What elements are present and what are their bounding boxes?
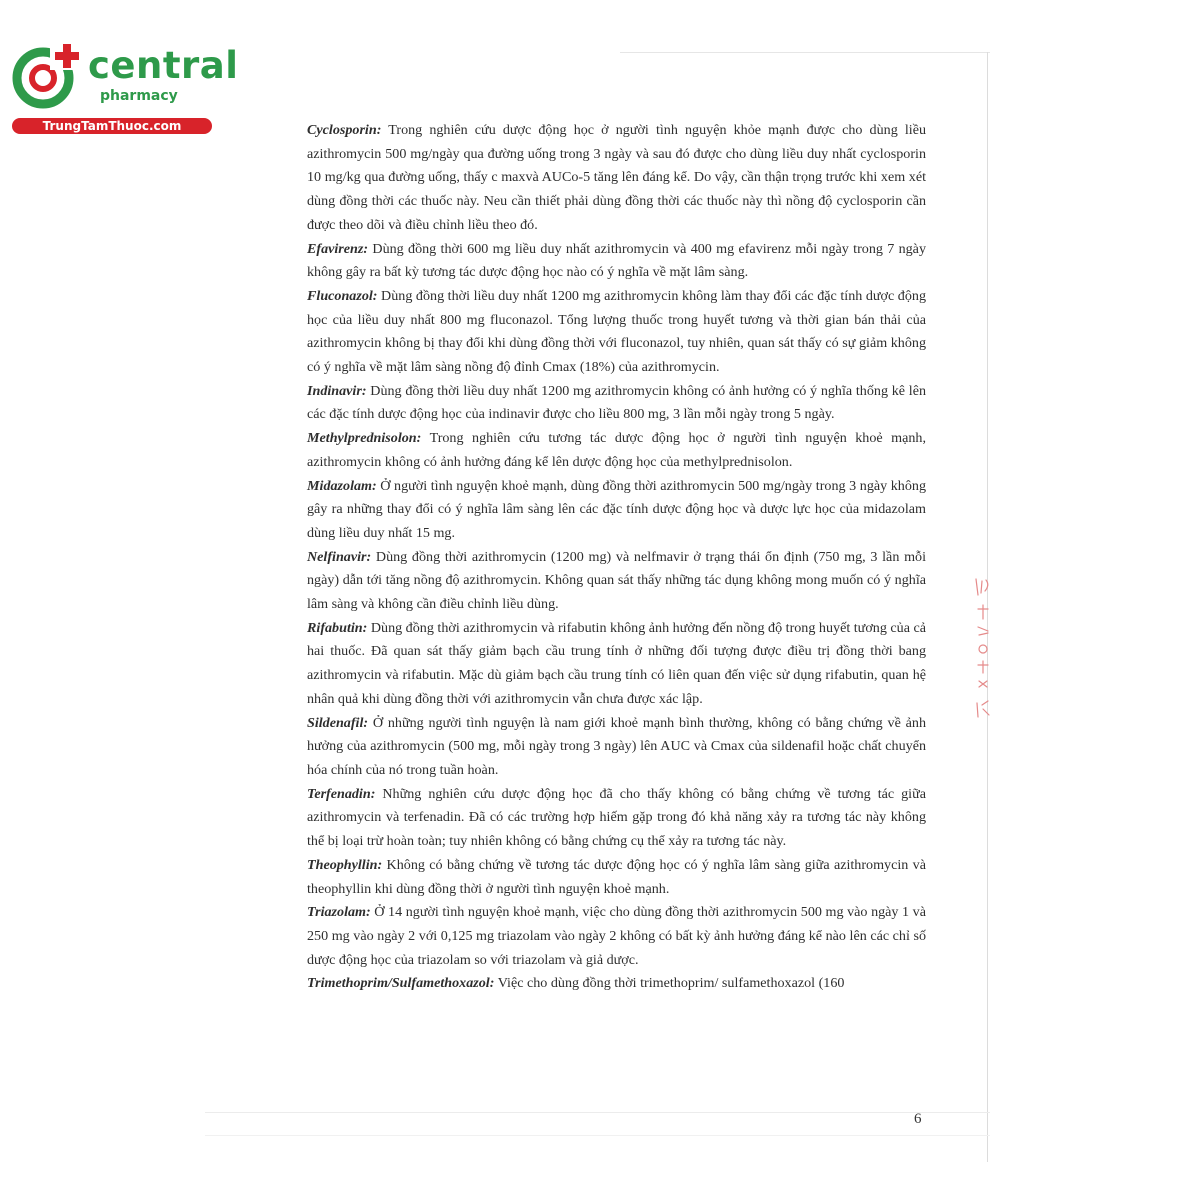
paragraph-text: Trong nghiên cứu dược động học ở người tình nguyện khỏe mạnh được cho dùng liều azithromycin 500 mg/ngày qua đường uống trong 3 ngày và sau đó được cho dùng liều duy nhất cyclosporin 10 mg/kg qua đường uống, thấy c maxvà AUCo-5 tăng lên đáng kể. Do vậy, cần thận trọng trước khi xem xét dùng đồng thời các thuốc này. Neu cần thiết phải dùng đồng thời các thuốc này thì nồng độ cyclosporin cần được theo dõi và điều chỉnh liều theo đó. — [307, 122, 926, 233]
paragraph-rifabutin — [307, 617, 926, 712]
document-body — [307, 119, 926, 996]
paragraph-text: Dùng đồng thời liều duy nhất 1200 mg azithromycin không có ảnh hưởng có ý nghĩa thống kê lên các đặc tính dược động học của indinavir được cho liều 800 mg, 3 lần mỗi ngày trong 5 ngày. — [307, 382, 926, 423]
pharmacy-cross-icon — [10, 38, 84, 112]
paragraph-triazolam — [307, 901, 926, 972]
drug-name: Fluconazol: — [307, 287, 378, 304]
paragraph-text: Dùng đồng thời 600 mg liều duy nhất azithromycin và 400 mg efavirenz mỗi ngày trong 7 ngày không gây ra bất kỳ tương tác dược động học nào có ý nghĩa về mặt lâm sàng. — [307, 240, 926, 281]
drug-name: Triazolam: — [307, 904, 371, 921]
paragraph-text: Những nghiên cứu dược động học đã cho thấy không có bằng chứng về tương tác giữa azithromycin và terfenadin. Đã có các trường hợp hiếm gặp trong đó khả năng xảy ra tương tác này không thể bị loại trừ hoàn toàn; tuy nhiên không có bằng chứng cụ thể xảy ra tương tác này. — [307, 785, 926, 850]
drug-name: Trimethoprim/Sulfamethoxazol: — [307, 975, 495, 992]
paragraph-text: Ở người tình nguyện khoẻ mạnh, dùng đồng thời azithromycin 500 mg/ngày trong 3 ngày không gây ra những thay đổi có ý nghĩa lâm sàng lên các đặc tính dược động học và dược lực học của midazolam dùng liều duy nhất 15 mg. — [307, 477, 926, 541]
paragraph-theophyllin — [307, 854, 926, 901]
paragraph-text: Dùng đồng thời azithromycin và rifabutin không ảnh hưởng đến nồng độ trong huyết tương của cả hai thuốc. Đã quan sát thấy giảm bạch cầu trung tính ở những đối tượng được điều trị đồng thời bang azithromycin và rifabutin. Mặc dù giảm bạch cầu trung tính có liên quan đến việc sử dụng rifabutin, quan hệ nhân quả khi dùng đồng thời với azithromycin vẫn chưa được xác lập. — [307, 619, 926, 707]
paragraph-methylprednisolon — [307, 427, 926, 474]
paragraph-text: Việc cho dùng đồng thời trimethoprim/ sulfamethoxazol (160 — [494, 975, 845, 992]
drug-name: Rifabutin: — [307, 619, 368, 636]
paragraph-midazolam — [307, 475, 926, 546]
drug-name: Terfenadin: — [307, 785, 376, 802]
paragraph-text: Ở 14 người tình nguyện khoẻ mạnh, việc cho dùng đồng thời azithromycin 500 mg vào ngày 1 và 250 mg vào ngày 2 với 0,125 mg triazolam vào ngày 2 không có bất kỳ ảnh hưởng đáng kể nào lên các chỉ số dược động học của triazolam so với triazolam và giả dược. — [307, 904, 926, 968]
drug-name: Efavirenz: — [307, 240, 369, 257]
drug-name: Methylprednisolon: — [307, 430, 422, 447]
paragraph-text: Trong nghiên cứu tương tác dược động học ở người tình nguyện khoẻ mạnh, azithromycin không có ảnh hưởng đáng kể lên dược động học của methylprednisolon. — [307, 430, 926, 470]
logo-subtitle: pharmacy — [100, 88, 178, 104]
paragraph-sildenafil — [307, 712, 926, 783]
page-rule-bottom-faint — [205, 1135, 990, 1136]
paragraph-nelfinavir — [307, 546, 926, 617]
logo-website: TrungTamThuoc.com — [12, 118, 212, 134]
paragraph-terfenadin — [307, 783, 926, 854]
paragraph-indinavir — [307, 380, 926, 427]
page-rule-bottom — [205, 1112, 990, 1113]
drug-name: Theophyllin: — [307, 856, 383, 873]
central-pharmacy-logo — [8, 36, 239, 136]
drug-name: Indinavir: — [307, 382, 367, 399]
page-edge-top — [620, 52, 990, 53]
drug-name: Nelfinavir: — [307, 548, 372, 565]
page-number: 6 — [914, 1111, 922, 1127]
paragraph-fluconazol — [307, 285, 926, 380]
paragraph-efavirenz — [307, 238, 926, 285]
paragraph-text: Không có bằng chứng về tương tác dược động học có ý nghĩa lâm sàng giữa azithromycin và theophyllin khi dùng đồng thời ở người tình nguyện khoẻ mạnh. — [307, 856, 926, 897]
paragraph-text: Dùng đồng thời liều duy nhất 1200 mg azithromycin không làm thay đổi các đặc tính dược động học của liều duy nhất 800 mg fluconazol. Tổng lượng thuốc trong huyết tương và thời gian bán thải của azithromycin không bị thay đổi khi dùng đồng thời với fluconazol, tuy nhiên, quan sát thấy có sự giảm không có ý nghĩa về mặt lâm sàng nồng độ đỉnh Cmax (18%) của azithromycin. — [307, 287, 926, 376]
drug-name: Sildenafil: — [307, 714, 369, 731]
drug-name: Midazolam: — [307, 477, 377, 494]
drug-name: Cyclosporin: — [307, 122, 382, 138]
paragraph-text: Ở những người tình nguyện là nam giới khoẻ mạnh bình thường, không có bằng chứng về ảnh hưởng của azithromycin (500 mg, mỗi ngày trong 3 ngày) lên AUC và Cmax của sildenafil hoặc chất chuyển hóa chính của nó trong tuần hoàn. — [307, 714, 926, 778]
margin-handwriting-mark — [970, 575, 996, 725]
logo-brand-name: central — [88, 44, 239, 87]
paragraph-text: Dùng đồng thời azithromycin (1200 mg) và nelfmavir ở trạng thái ổn định (750 mg, 3 lần mỗi ngày) dẫn tới tăng nồng độ azithromycin. Không quan sát thấy những tác dụng không mong muốn có ý nghĩa lâm sàng và không cần điều chỉnh liều dùng. — [307, 548, 926, 613]
paragraph-trimethoprim — [307, 972, 926, 996]
paragraph-cyclosporin — [307, 119, 926, 238]
